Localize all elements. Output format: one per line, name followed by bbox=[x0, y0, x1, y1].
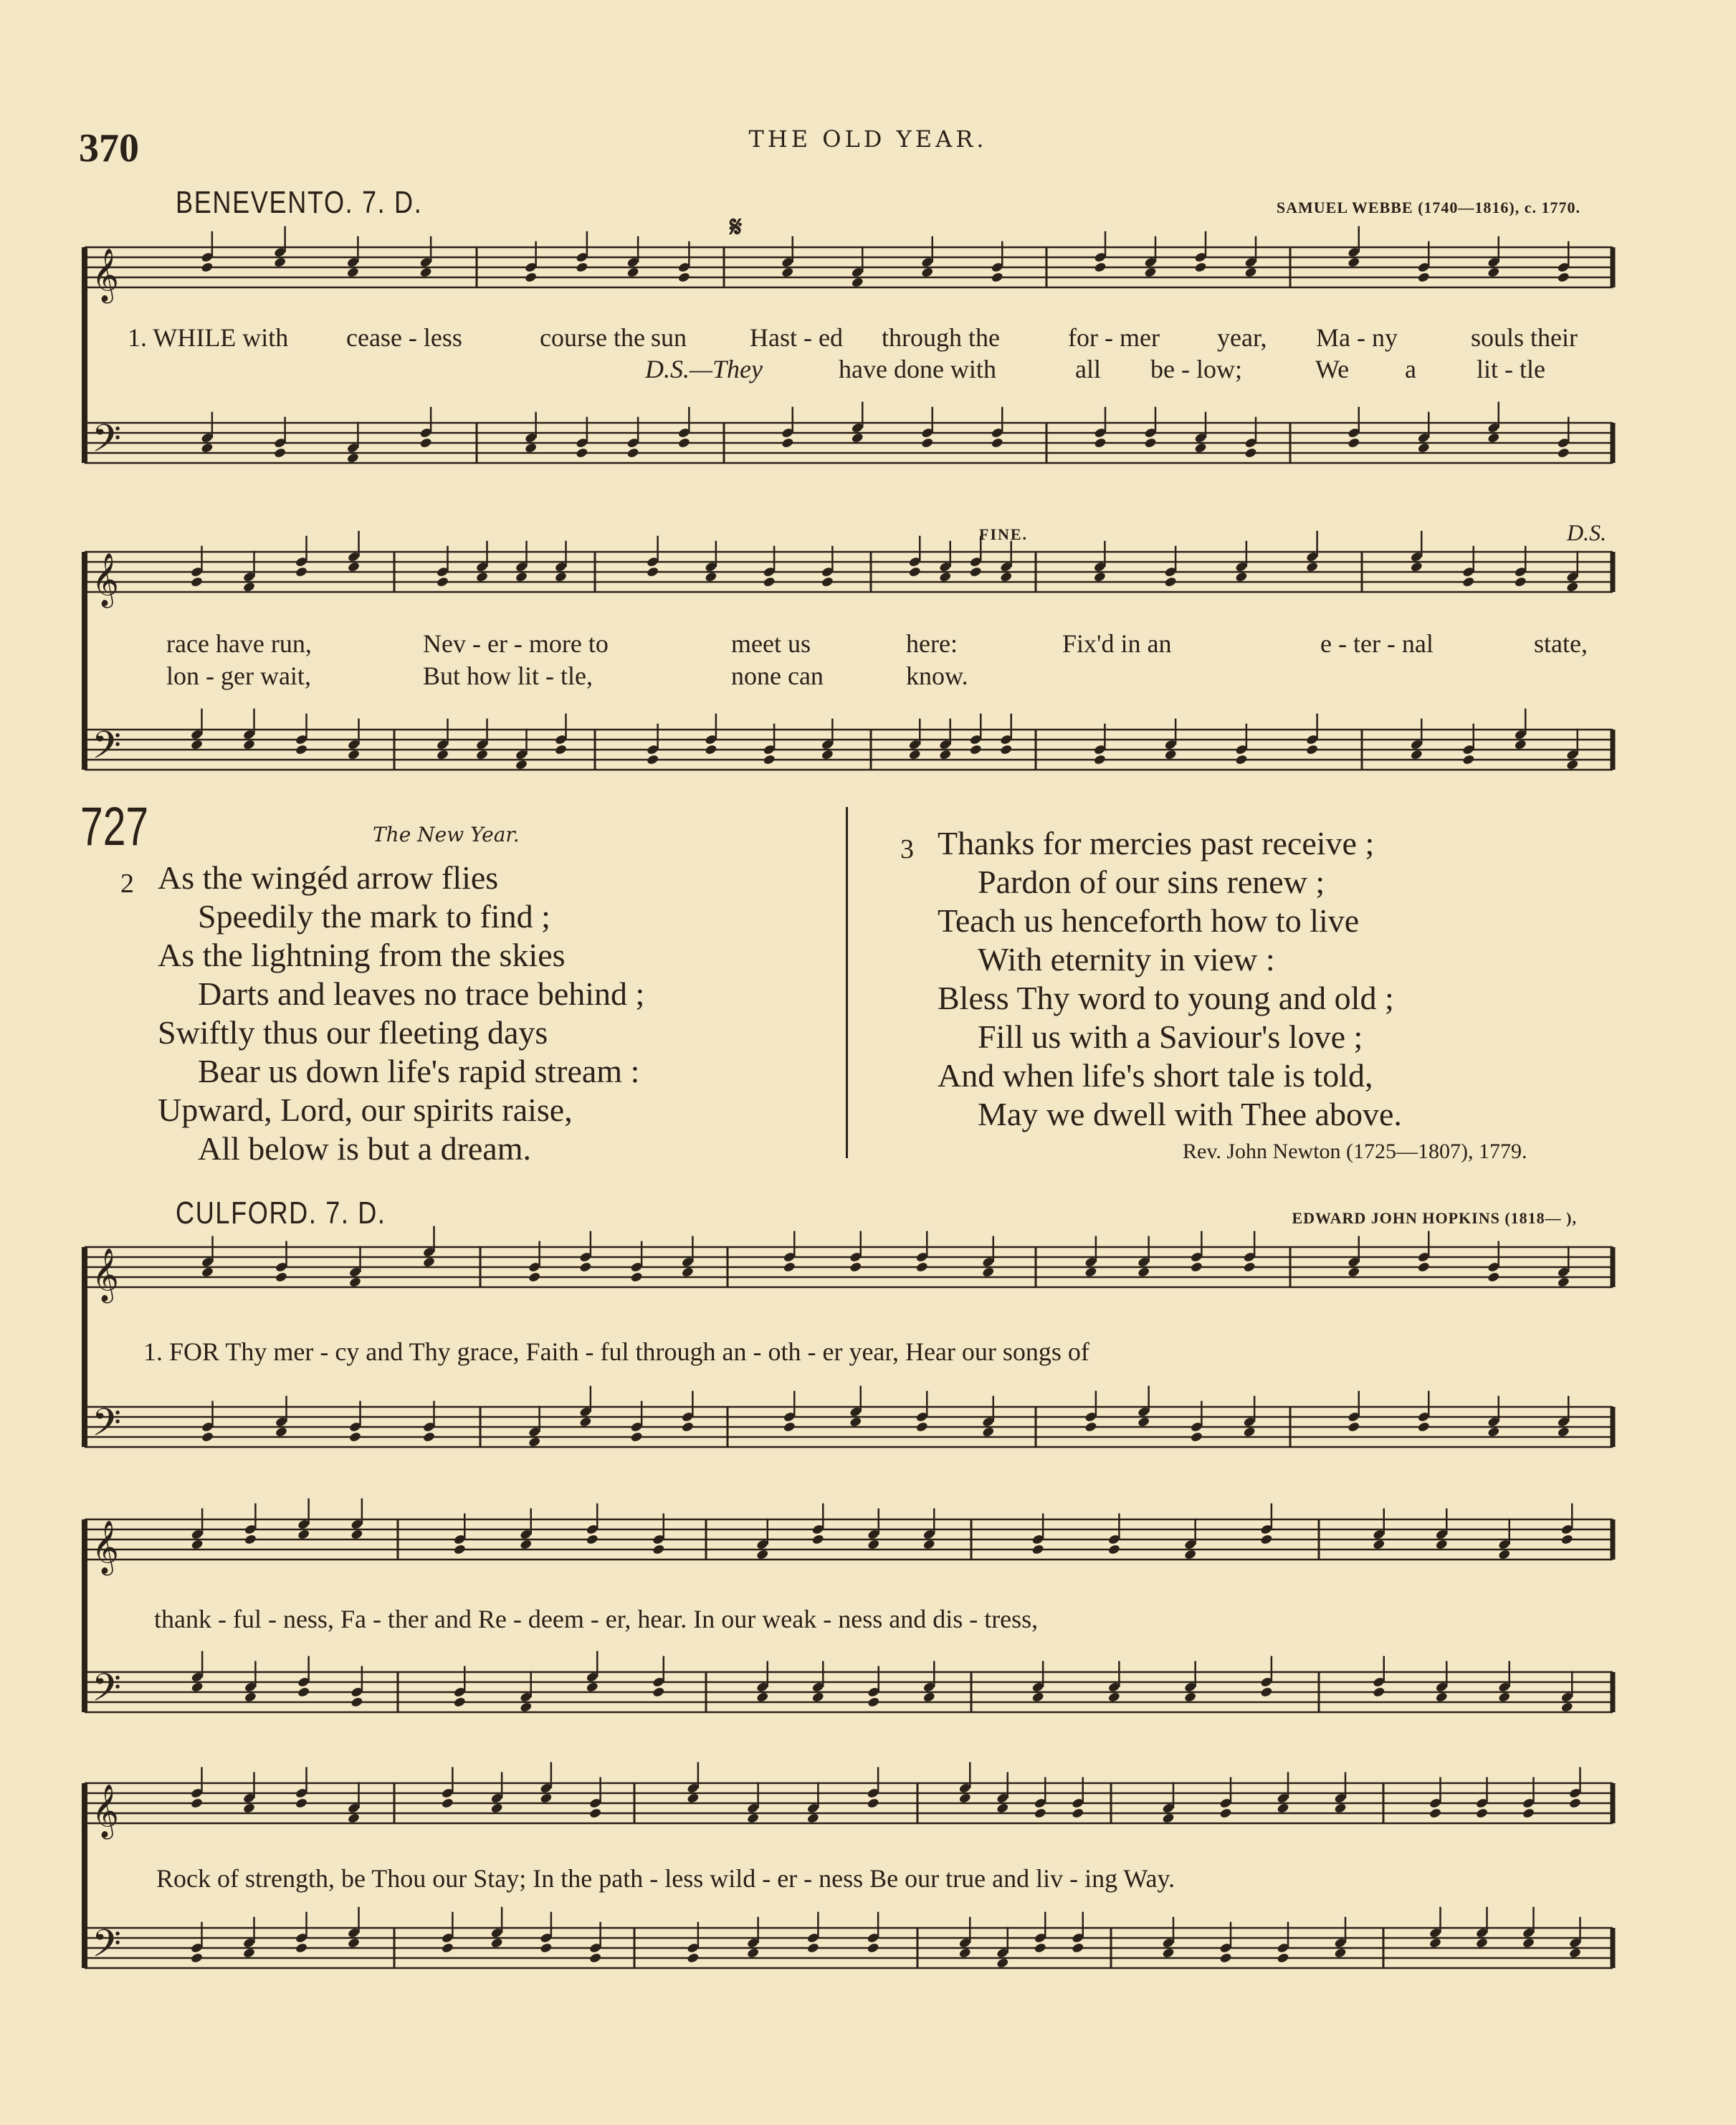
treble-clef: 𝄞 bbox=[92, 249, 119, 302]
note-head bbox=[1334, 1947, 1347, 1959]
note-head bbox=[781, 267, 794, 278]
note-head bbox=[821, 576, 834, 588]
note-head bbox=[781, 437, 794, 449]
note-head bbox=[588, 1808, 601, 1819]
verse-line: As the lightning from the skies bbox=[158, 937, 566, 973]
note-head bbox=[201, 1266, 214, 1278]
note-head bbox=[1164, 749, 1177, 760]
note-head bbox=[436, 749, 449, 760]
verse-line: Darts and leaves no trace behind ; bbox=[198, 975, 645, 1012]
note-head bbox=[1568, 1797, 1581, 1809]
note-head bbox=[1417, 1261, 1430, 1273]
note-head bbox=[242, 1947, 255, 1959]
note-head bbox=[811, 1534, 824, 1545]
note-head bbox=[273, 447, 286, 459]
verse-line: May we dwell with Thee above. bbox=[978, 1096, 1402, 1132]
page-number: 370 bbox=[79, 126, 139, 171]
note-head bbox=[1522, 1937, 1535, 1949]
note-head bbox=[524, 272, 537, 283]
note-head bbox=[554, 571, 567, 583]
note-head bbox=[515, 571, 528, 583]
note-head bbox=[295, 1942, 307, 1954]
verse-number: 3 bbox=[900, 834, 914, 864]
note-head bbox=[915, 1421, 928, 1433]
note-head bbox=[297, 1529, 310, 1540]
note-head bbox=[705, 744, 717, 755]
note-head bbox=[295, 566, 307, 578]
note-head bbox=[1162, 1813, 1175, 1824]
note-head bbox=[982, 1266, 995, 1278]
note-head bbox=[1305, 561, 1318, 573]
note-head bbox=[1034, 1942, 1046, 1954]
note-head bbox=[419, 267, 432, 278]
note-head bbox=[1183, 1549, 1196, 1560]
note-head bbox=[190, 739, 203, 750]
note-head bbox=[1566, 581, 1579, 593]
note-head bbox=[746, 1813, 759, 1824]
lyric-syllable: know. bbox=[906, 662, 968, 690]
note-head bbox=[347, 561, 360, 573]
note-head bbox=[991, 437, 1003, 449]
verse-2 bbox=[120, 859, 645, 1168]
note-head bbox=[646, 754, 659, 765]
lyric-syllable: have done with bbox=[839, 355, 996, 383]
note-head bbox=[811, 1691, 824, 1703]
lyric-syllable: sun bbox=[651, 323, 687, 352]
note-head bbox=[1557, 1276, 1570, 1288]
note-head bbox=[1219, 1952, 1232, 1964]
note-head bbox=[242, 581, 255, 593]
ds-marker: D.S. bbox=[1567, 520, 1607, 545]
note-head bbox=[579, 1416, 592, 1428]
note-head bbox=[687, 1952, 700, 1964]
lyric-syllable: Hast - ed bbox=[750, 323, 843, 352]
note-head bbox=[939, 749, 952, 760]
verse-line: Pardon of our sins renew ; bbox=[978, 864, 1325, 900]
lyric-syllable: D.S.—They bbox=[645, 355, 763, 383]
note-head bbox=[783, 1421, 796, 1433]
note-head bbox=[1235, 754, 1248, 765]
verse-line: Thanks for mercies past receive ; bbox=[938, 825, 1375, 861]
note-head bbox=[921, 267, 934, 278]
lyric-syllable: be - low; bbox=[1150, 355, 1242, 383]
note-head bbox=[991, 272, 1003, 283]
note-head bbox=[1348, 257, 1360, 268]
note-head bbox=[346, 452, 359, 464]
note-head bbox=[1072, 1808, 1084, 1819]
note-head bbox=[348, 1431, 361, 1443]
lyric-syllable: here: bbox=[906, 629, 958, 658]
note-head bbox=[867, 1696, 880, 1708]
treble-clef: 𝄞 bbox=[92, 1785, 119, 1838]
composer-culford: EDWARD JOHN HOPKINS (1818— ), bbox=[1292, 1209, 1577, 1227]
note-head bbox=[851, 277, 864, 288]
note-head bbox=[1244, 267, 1257, 278]
treble-clef: 𝄞 bbox=[92, 553, 119, 606]
verse-line: And when life's short tale is told, bbox=[938, 1057, 1373, 1094]
lyric-syllable: Nev - er - more to bbox=[423, 629, 609, 658]
note-head bbox=[201, 262, 214, 273]
note-head bbox=[630, 1431, 643, 1443]
note-head bbox=[242, 739, 255, 750]
lyric-syllable: meet us bbox=[731, 629, 811, 658]
lyric-syllable: state, bbox=[1534, 629, 1588, 658]
hymn-attribution: Rev. John Newton (1725—1807), 1779. bbox=[1183, 1140, 1527, 1163]
verse-line: Swiftly thus our fleeting days bbox=[158, 1014, 548, 1051]
note-head bbox=[190, 1797, 203, 1809]
note-head bbox=[630, 1271, 643, 1283]
note-head bbox=[1162, 1947, 1175, 1959]
note-head bbox=[347, 1937, 360, 1949]
note-head bbox=[1514, 739, 1527, 750]
note-head bbox=[576, 447, 588, 459]
note-head bbox=[348, 1276, 361, 1288]
note-head bbox=[1522, 1808, 1535, 1819]
note-head bbox=[1566, 759, 1579, 770]
note-head bbox=[1417, 442, 1430, 454]
note-head bbox=[1194, 442, 1207, 454]
note-head bbox=[1072, 1942, 1084, 1954]
note-head bbox=[1164, 576, 1177, 588]
note-head bbox=[201, 442, 214, 454]
verse-3 bbox=[900, 824, 1402, 1134]
note-head bbox=[201, 1431, 214, 1443]
lyric-syllable: souls their bbox=[1471, 323, 1578, 352]
note-head bbox=[626, 447, 639, 459]
lyric-syllable: lit - tle bbox=[1477, 355, 1545, 383]
note-head bbox=[540, 1942, 553, 1954]
note-head bbox=[1244, 447, 1257, 459]
note-head bbox=[346, 267, 359, 278]
note-head bbox=[1462, 576, 1475, 588]
note-head bbox=[677, 437, 690, 449]
note-head bbox=[1557, 272, 1570, 283]
note-head bbox=[1277, 1802, 1289, 1814]
lyric-syllable: Fix'd in an bbox=[1062, 629, 1172, 658]
note-head bbox=[681, 1266, 694, 1278]
note-head bbox=[1183, 1691, 1196, 1703]
bass-clef: 𝄢 bbox=[92, 1666, 122, 1719]
lyric-syllable: Ma - ny bbox=[1316, 323, 1398, 352]
lyric-syllable: We bbox=[1315, 355, 1350, 383]
note-head bbox=[475, 749, 488, 760]
verse-line: Speedily the mark to find ; bbox=[198, 898, 550, 935]
note-head bbox=[908, 749, 921, 760]
note-head bbox=[347, 749, 360, 760]
note-head bbox=[867, 1942, 879, 1954]
note-head bbox=[652, 1544, 665, 1555]
note-head bbox=[244, 1534, 257, 1545]
note-head bbox=[1498, 1691, 1511, 1703]
note-head bbox=[1487, 1271, 1500, 1283]
note-head bbox=[1190, 1431, 1203, 1443]
segno-sign: 𝄋 bbox=[730, 211, 743, 243]
note-head bbox=[849, 1416, 862, 1428]
note-head bbox=[1348, 1421, 1360, 1433]
lyric-syllable: none can bbox=[731, 662, 824, 690]
bass-clef: 𝄢 bbox=[92, 417, 122, 470]
fine-marker: FINE. bbox=[979, 525, 1029, 543]
note-head bbox=[347, 1813, 360, 1824]
note-head bbox=[1435, 1691, 1448, 1703]
note-head bbox=[1348, 1266, 1360, 1278]
note-head bbox=[350, 1696, 363, 1708]
note-head bbox=[1107, 1691, 1120, 1703]
note-head bbox=[652, 1686, 665, 1698]
note-head bbox=[939, 571, 952, 583]
note-head bbox=[1144, 437, 1157, 449]
treble-clef: 𝄞 bbox=[92, 1521, 119, 1574]
note-head bbox=[746, 1947, 759, 1959]
verse-number: 2 bbox=[120, 869, 134, 899]
note-head bbox=[528, 1271, 540, 1283]
note-head bbox=[441, 1942, 454, 1954]
note-head bbox=[1094, 262, 1107, 273]
verse-line: Bless Thy word to young and old ; bbox=[938, 980, 1394, 1016]
composer-benevento: SAMUEL WEBBE (1740—1816), c. 1770. bbox=[1276, 199, 1580, 216]
verse-line: All below is but a dream. bbox=[198, 1130, 532, 1167]
note-head bbox=[422, 1431, 435, 1443]
note-head bbox=[1107, 1544, 1120, 1555]
note-head bbox=[1260, 1686, 1273, 1698]
note-head bbox=[1219, 1808, 1232, 1819]
note-head bbox=[921, 437, 934, 449]
bass-clef: 𝄢 bbox=[92, 1922, 122, 1975]
note-head bbox=[996, 1802, 1009, 1814]
note-head bbox=[908, 566, 921, 578]
note-head bbox=[275, 1271, 287, 1283]
note-head bbox=[1334, 1802, 1347, 1814]
note-head bbox=[1235, 571, 1248, 583]
note-head bbox=[756, 1549, 769, 1560]
lyric-syllable: 1. WHILE with bbox=[128, 323, 289, 352]
note-head bbox=[191, 1539, 204, 1550]
note-head bbox=[422, 1256, 435, 1268]
note-head bbox=[490, 1937, 503, 1949]
note-head bbox=[1557, 447, 1570, 459]
note-head bbox=[783, 1261, 796, 1273]
note-head bbox=[1475, 1808, 1488, 1819]
note-head bbox=[1429, 1937, 1441, 1949]
note-head bbox=[922, 1691, 935, 1703]
column-divider bbox=[846, 807, 848, 1158]
note-head bbox=[922, 1539, 935, 1550]
bass-clef: 𝄢 bbox=[92, 724, 122, 777]
lyric-syllable: year, bbox=[1217, 323, 1267, 352]
lyric-syllable: all bbox=[1075, 355, 1101, 383]
lyric-syllable: course the bbox=[540, 323, 645, 352]
note-head bbox=[1498, 1549, 1511, 1560]
note-head bbox=[1487, 432, 1500, 444]
note-head bbox=[1084, 1266, 1097, 1278]
note-head bbox=[756, 1691, 769, 1703]
note-head bbox=[1373, 1686, 1386, 1698]
tune-name-benevento: BENEVENTO. 7. D. bbox=[176, 185, 423, 220]
note-head bbox=[849, 1261, 862, 1273]
note-head bbox=[1348, 437, 1360, 449]
note-head bbox=[273, 257, 286, 268]
note-head bbox=[821, 749, 834, 760]
lyric-line-culford-1: 1. FOR Thy mer - cy and Thy grace, Faith - ful through an - oth - er year, Hear our songs of bbox=[143, 1337, 1089, 1366]
note-head bbox=[520, 1701, 533, 1713]
note-head bbox=[1144, 267, 1157, 278]
note-head bbox=[297, 1686, 310, 1698]
verse-line: With eternity in view : bbox=[978, 941, 1275, 978]
hymn-title: The New Year. bbox=[373, 823, 520, 846]
note-head bbox=[540, 1792, 553, 1804]
note-head bbox=[705, 571, 717, 583]
note-head bbox=[191, 1681, 204, 1693]
note-head bbox=[490, 1802, 503, 1814]
note-head bbox=[453, 1544, 466, 1555]
note-head bbox=[520, 1539, 533, 1550]
note-head bbox=[867, 1539, 880, 1550]
note-head bbox=[806, 1813, 819, 1824]
note-head bbox=[1435, 1539, 1448, 1550]
note-head bbox=[1137, 1266, 1150, 1278]
note-head bbox=[453, 1696, 466, 1708]
lyric-syllable: race have run, bbox=[166, 629, 312, 658]
note-head bbox=[915, 1261, 928, 1273]
note-head bbox=[244, 1691, 257, 1703]
note-head bbox=[996, 1957, 1009, 1969]
note-head bbox=[1305, 744, 1318, 755]
note-head bbox=[1137, 1416, 1150, 1428]
note-head bbox=[419, 437, 432, 449]
note-head bbox=[1560, 1701, 1573, 1713]
note-head bbox=[586, 1534, 598, 1545]
note-head bbox=[1462, 754, 1475, 765]
bass-clef: 𝄢 bbox=[92, 1401, 122, 1454]
lyric-syllable: through the bbox=[882, 323, 1000, 352]
note-head bbox=[806, 1942, 819, 1954]
note-head bbox=[350, 1529, 363, 1540]
note-head bbox=[1429, 1808, 1441, 1819]
note-head bbox=[626, 267, 639, 278]
running-title: THE OLD YEAR. bbox=[748, 125, 988, 153]
verse-line: Fill us with a Saviour's love ; bbox=[978, 1018, 1363, 1055]
note-head bbox=[763, 576, 776, 588]
note-head bbox=[982, 1426, 995, 1438]
note-head bbox=[646, 566, 659, 578]
note-head bbox=[958, 1947, 971, 1959]
note-head bbox=[1557, 1426, 1570, 1438]
note-head bbox=[190, 1952, 203, 1964]
note-head bbox=[1373, 1539, 1386, 1550]
lyric-syllable: But how lit - tle, bbox=[423, 662, 593, 690]
note-head bbox=[475, 571, 488, 583]
note-head bbox=[969, 744, 982, 755]
note-head bbox=[1034, 1808, 1046, 1819]
note-head bbox=[1094, 437, 1107, 449]
lyric-line-culford-3: Rock of strength, be Thou our Stay; In the path - less wild - er - ness Be our true and liv - ing Way. bbox=[156, 1864, 1175, 1893]
note-head bbox=[687, 1792, 700, 1804]
note-head bbox=[1031, 1544, 1044, 1555]
lyric-line-culford-2: thank - ful - ness, Fa - ther and Re - deem - er, hear. In our weak - ness and dis - tress, bbox=[154, 1605, 1039, 1633]
note-head bbox=[1031, 1691, 1044, 1703]
note-head bbox=[681, 1421, 694, 1433]
lyric-syllable: e - ter - nal bbox=[1320, 629, 1434, 658]
note-head bbox=[441, 1797, 454, 1809]
note-head bbox=[576, 262, 588, 273]
note-head bbox=[958, 1792, 971, 1804]
note-head bbox=[851, 432, 864, 444]
note-head bbox=[1190, 1261, 1203, 1273]
note-head bbox=[1514, 576, 1527, 588]
note-head bbox=[579, 1261, 592, 1273]
tune-name-culford: CULFORD. 7. D. bbox=[176, 1195, 386, 1231]
hymn-number: 727 bbox=[80, 796, 149, 857]
note-head bbox=[1084, 1421, 1097, 1433]
note-head bbox=[1277, 1952, 1289, 1964]
note-head bbox=[588, 1952, 601, 1964]
note-head bbox=[867, 1797, 879, 1809]
note-head bbox=[1000, 571, 1013, 583]
note-head bbox=[1093, 571, 1106, 583]
note-head bbox=[677, 272, 690, 283]
treble-clef: 𝄞 bbox=[92, 1248, 119, 1302]
note-head bbox=[586, 1681, 598, 1693]
note-head bbox=[763, 754, 776, 765]
verse-line: Upward, Lord, our spirits raise, bbox=[158, 1092, 573, 1128]
lyric-syllable: a bbox=[1405, 355, 1416, 383]
note-head bbox=[1093, 754, 1106, 765]
note-head bbox=[1260, 1534, 1273, 1545]
note-head bbox=[554, 744, 567, 755]
note-head bbox=[1487, 1426, 1500, 1438]
note-head bbox=[1243, 1426, 1256, 1438]
note-head bbox=[295, 1797, 307, 1809]
lyric-syllable: lon - ger wait, bbox=[166, 662, 311, 690]
note-head bbox=[295, 744, 307, 755]
note-head bbox=[1410, 561, 1423, 573]
note-head bbox=[1243, 1261, 1256, 1273]
note-head bbox=[1475, 1937, 1488, 1949]
note-head bbox=[190, 576, 203, 588]
note-head bbox=[1410, 749, 1423, 760]
note-head bbox=[1560, 1534, 1573, 1545]
lyric-syllable: for - mer bbox=[1068, 323, 1160, 352]
note-head bbox=[436, 576, 449, 588]
lyric-syllable: cease - less bbox=[346, 323, 462, 352]
note-head bbox=[515, 759, 528, 770]
verse-line: Teach us henceforth how to live bbox=[938, 902, 1360, 939]
note-head bbox=[1417, 1421, 1430, 1433]
verse-line: As the wingéd arrow flies bbox=[158, 859, 499, 896]
note-head bbox=[1487, 267, 1500, 278]
note-head bbox=[528, 1436, 540, 1448]
note-head bbox=[969, 566, 982, 578]
note-head bbox=[524, 442, 537, 454]
note-head bbox=[1568, 1947, 1581, 1959]
note-head bbox=[275, 1426, 287, 1438]
note-head bbox=[1000, 744, 1013, 755]
note-head bbox=[1194, 262, 1207, 273]
note-head bbox=[1417, 272, 1430, 283]
note-head bbox=[242, 1802, 255, 1814]
verse-line: Bear us down life's rapid stream : bbox=[198, 1053, 640, 1089]
